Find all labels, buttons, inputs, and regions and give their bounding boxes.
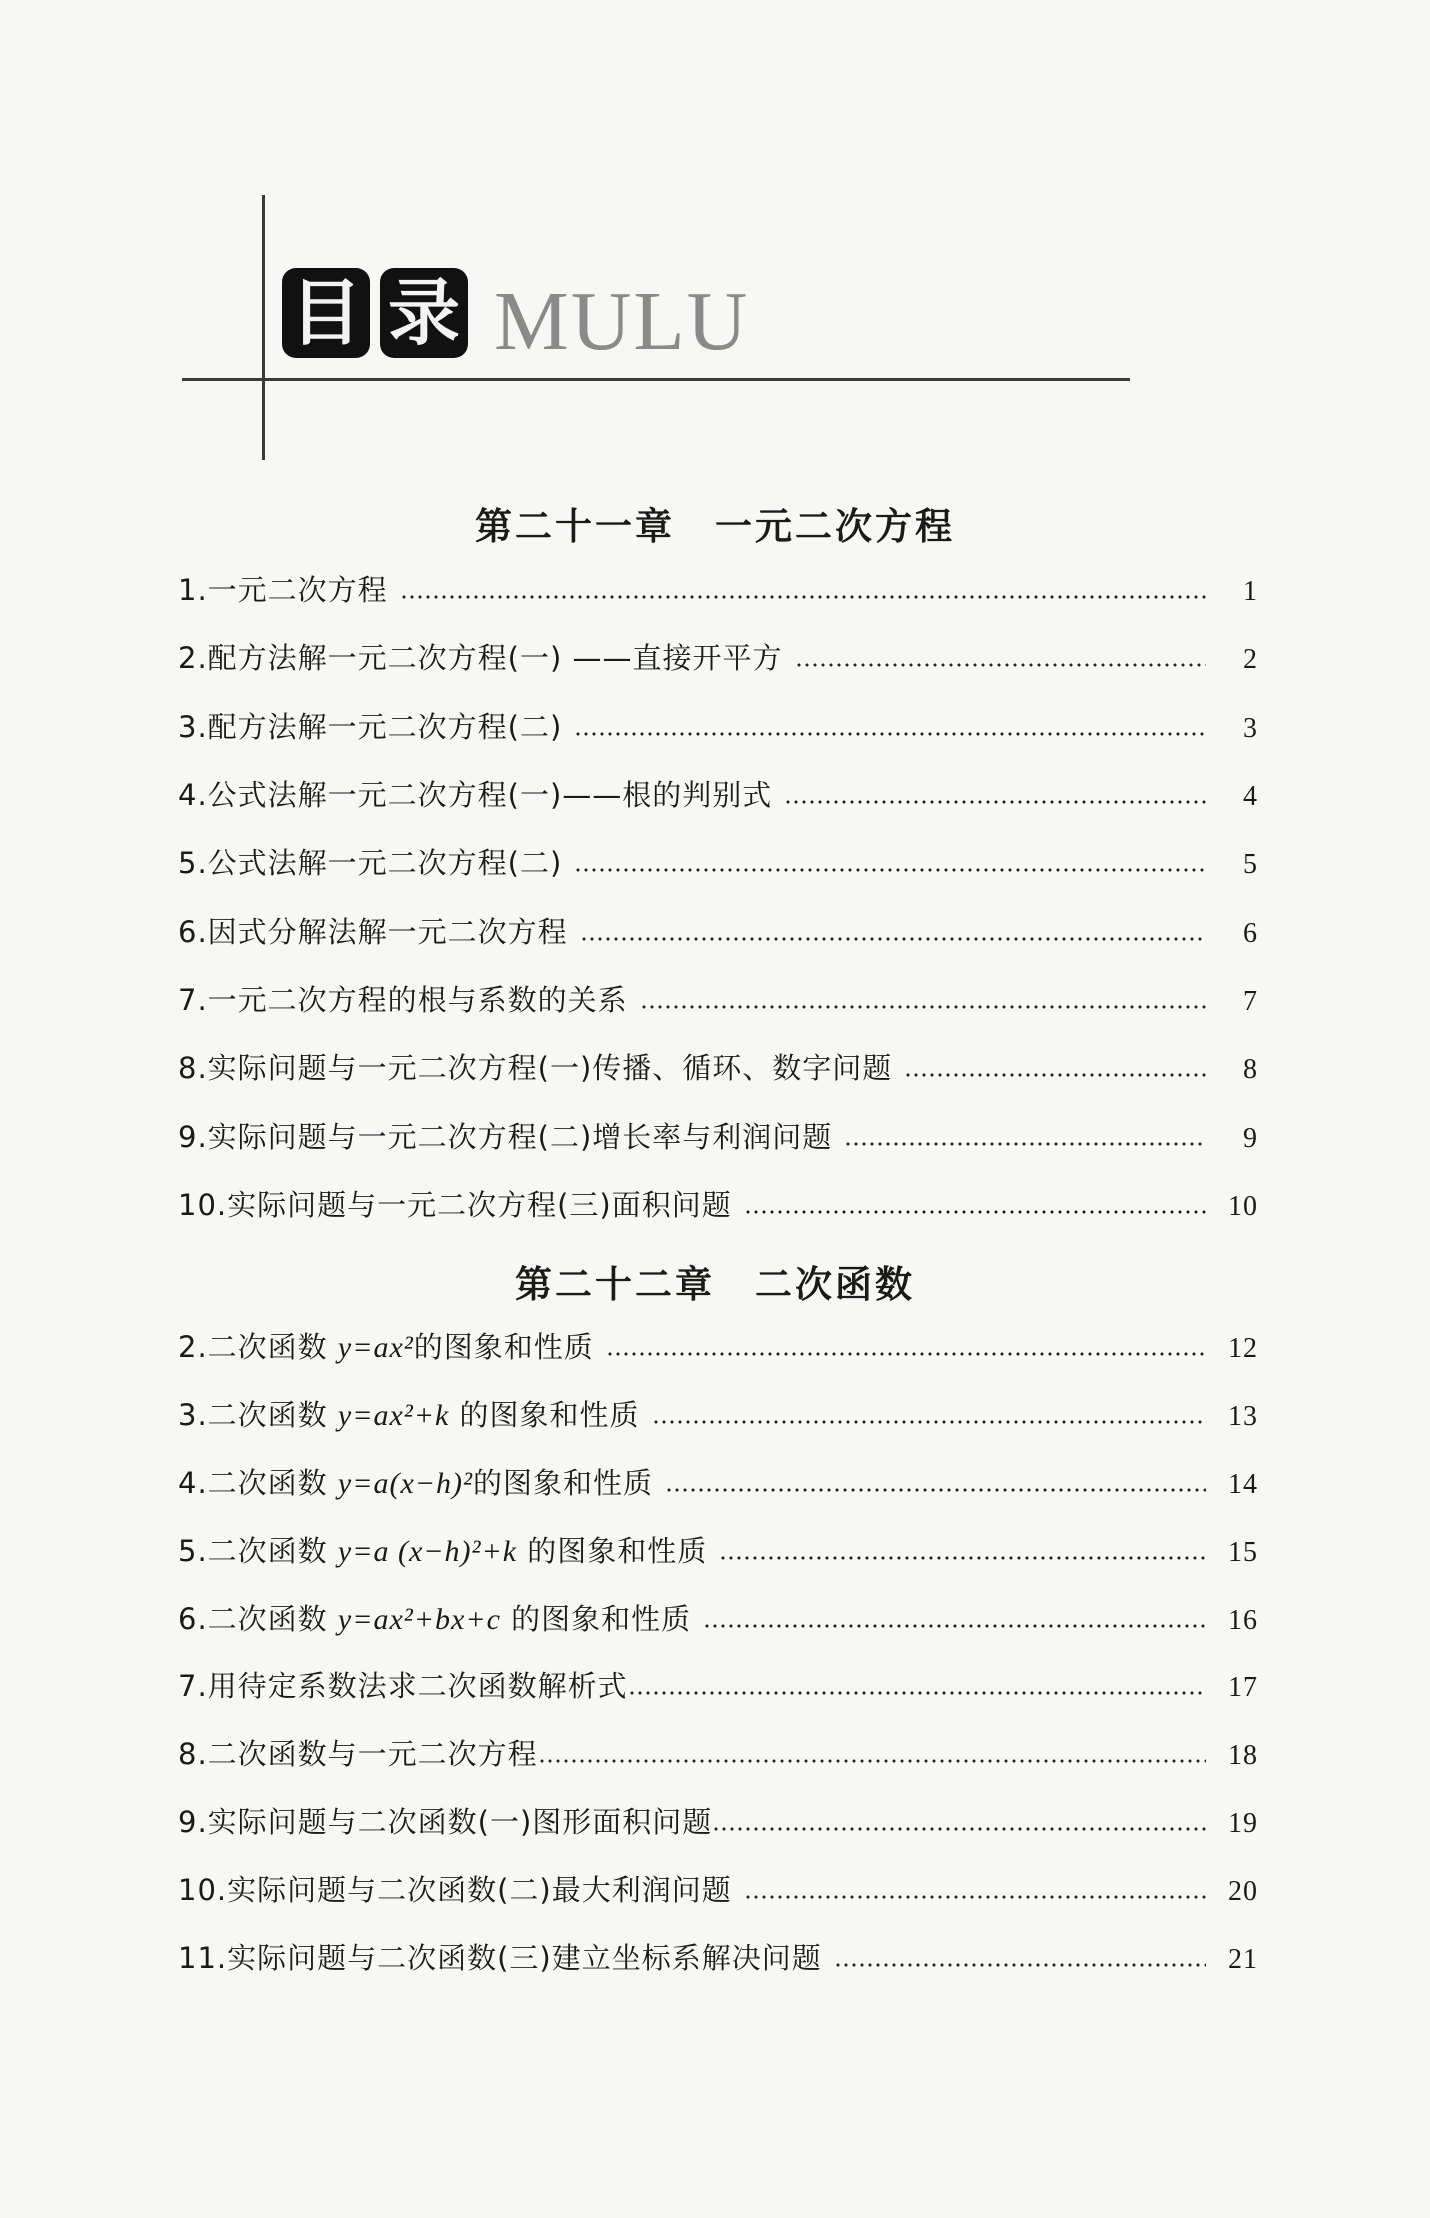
entry-page: 9: [1243, 1123, 1258, 1154]
toc-entry[interactable]: [178, 1046, 1258, 1090]
entry-title: 10.实际问题与二次函数(二)最大利润问题: [178, 1873, 732, 1907]
leader-dots: [719, 1555, 1206, 1561]
leader-dots: [904, 1072, 1206, 1078]
header-vertical-rule: [262, 195, 265, 460]
entry-title: 3.二次函数 y=ax²+k 的图象和性质: [178, 1398, 640, 1432]
toc-entry[interactable]: [178, 636, 1258, 680]
leader-dots: [784, 799, 1206, 805]
entry-page: 20: [1228, 1876, 1258, 1907]
entry-title: 5.公式法解一元二次方程(二): [178, 846, 563, 880]
toc-entry[interactable]: [178, 1936, 1258, 1980]
chapter-title: 二次函数: [755, 1263, 915, 1306]
toc-entry[interactable]: [178, 910, 1258, 954]
toc-entry[interactable]: [178, 705, 1258, 749]
entry-page: 5: [1243, 849, 1258, 880]
toc-entry[interactable]: [178, 1529, 1258, 1573]
entry-title: 5.二次函数 y=a (x−h)²+k 的图象和性质: [178, 1534, 708, 1568]
entry-page: 21: [1228, 1944, 1258, 1975]
chapter-number: 第二十一章: [475, 505, 675, 548]
leader-dots: [580, 936, 1206, 942]
entry-title: 11.实际问题与二次函数(三)建立坐标系解决问题: [178, 1941, 822, 1975]
entry-formula: y=ax²+bx+c: [337, 1603, 501, 1636]
leader-dots: [703, 1623, 1206, 1629]
chapter-number: 第二十二章: [515, 1263, 715, 1306]
leader-dots: [712, 1826, 1206, 1832]
entry-title: 4.二次函数 y=a(x−h)²的图象和性质: [178, 1466, 653, 1500]
leader-dots: [628, 1690, 1206, 1696]
leader-dots: [844, 1141, 1206, 1147]
entry-page: 1: [1243, 576, 1258, 607]
toc-entry[interactable]: [178, 1115, 1258, 1159]
chapter-heading: [0, 496, 1430, 550]
entry-title: 3.配方法解一元二次方程(二): [178, 710, 563, 744]
entry-title: 10.实际问题与一元二次方程(三)面积问题: [178, 1188, 732, 1222]
entry-formula: y=a (x−h)²+k: [337, 1535, 518, 1568]
entry-title: 7.用待定系数法求二次函数解析式: [178, 1669, 628, 1703]
entry-formula: y=ax²+k: [337, 1399, 450, 1432]
entry-title: 4.公式法解一元二次方程(一)——根的判别式: [178, 778, 773, 812]
leader-dots: [744, 1894, 1206, 1900]
entry-title: 2.配方法解一元二次方程(一) ——直接开平方: [178, 641, 783, 675]
entry-page: 17: [1228, 1672, 1258, 1703]
leader-dots: [652, 1419, 1206, 1425]
entry-page: 2: [1243, 644, 1258, 675]
toc-entry[interactable]: [178, 1393, 1258, 1437]
entry-page: 6: [1243, 918, 1258, 949]
chapter-heading: [0, 1254, 1430, 1308]
entry-page: 18: [1228, 1740, 1258, 1771]
entry-page: 13: [1228, 1401, 1258, 1432]
entry-title: 9.实际问题与一元二次方程(二)增长率与利润问题: [178, 1120, 833, 1154]
leader-dots: [574, 731, 1206, 737]
entry-title: 6.二次函数 y=ax²+bx+c 的图象和性质: [178, 1602, 692, 1636]
entry-page: 12: [1228, 1333, 1258, 1364]
header-horizontal-rule: [182, 378, 1130, 381]
entry-page: 8: [1243, 1054, 1258, 1085]
toc-entry[interactable]: [178, 978, 1258, 1022]
entry-title: 8.实际问题与一元二次方程(一)传播、循环、数字问题: [178, 1051, 893, 1085]
leader-dots: [665, 1487, 1206, 1493]
entry-formula: y=a(x−h)²: [337, 1467, 473, 1500]
leader-dots: [834, 1962, 1206, 1968]
header-badge-mu: 目: [282, 268, 370, 358]
entry-page: 14: [1228, 1469, 1258, 1500]
entry-page: 4: [1243, 781, 1258, 812]
toc-entry[interactable]: [178, 841, 1258, 885]
toc-entry[interactable]: [178, 1325, 1258, 1369]
leader-dots: [744, 1209, 1206, 1215]
entry-page: 10: [1228, 1191, 1258, 1222]
entry-title: 6.因式分解法解一元二次方程: [178, 915, 568, 949]
leader-dots: [400, 594, 1206, 600]
toc-entry[interactable]: [178, 773, 1258, 817]
toc-entry[interactable]: [178, 1597, 1258, 1641]
toc-entry[interactable]: [178, 1461, 1258, 1505]
leader-dots: [538, 1758, 1206, 1764]
entry-title: 7.一元二次方程的根与系数的关系: [178, 983, 628, 1017]
entry-page: 19: [1228, 1808, 1258, 1839]
toc-entry[interactable]: [178, 1800, 1258, 1844]
leader-dots: [574, 867, 1206, 873]
leader-dots: [640, 1004, 1206, 1010]
header-badge-lu: 录: [380, 268, 468, 358]
toc-entry[interactable]: [178, 568, 1258, 612]
chapter-title: 一元二次方程: [715, 505, 955, 548]
toc-entry[interactable]: [178, 1732, 1258, 1776]
header-subtitle: MULU: [494, 275, 750, 368]
entry-formula: y=ax²: [337, 1331, 414, 1364]
toc-entry[interactable]: [178, 1868, 1258, 1912]
entry-title: 2.二次函数 y=ax²的图象和性质: [178, 1330, 594, 1364]
leader-dots: [795, 662, 1206, 668]
entry-page: 16: [1228, 1605, 1258, 1636]
entry-page: 7: [1243, 986, 1258, 1017]
toc-entry[interactable]: [178, 1664, 1258, 1708]
leader-dots: [606, 1351, 1206, 1357]
entry-page: 3: [1243, 713, 1258, 744]
entry-title: 8.二次函数与一元二次方程: [178, 1737, 538, 1771]
toc-entry[interactable]: [178, 1183, 1258, 1227]
toc-header: [282, 268, 750, 368]
entry-page: 15: [1228, 1537, 1258, 1568]
entry-title: 1.一元二次方程: [178, 573, 388, 607]
entry-title: 9.实际问题与二次函数(一)图形面积问题: [178, 1805, 713, 1839]
